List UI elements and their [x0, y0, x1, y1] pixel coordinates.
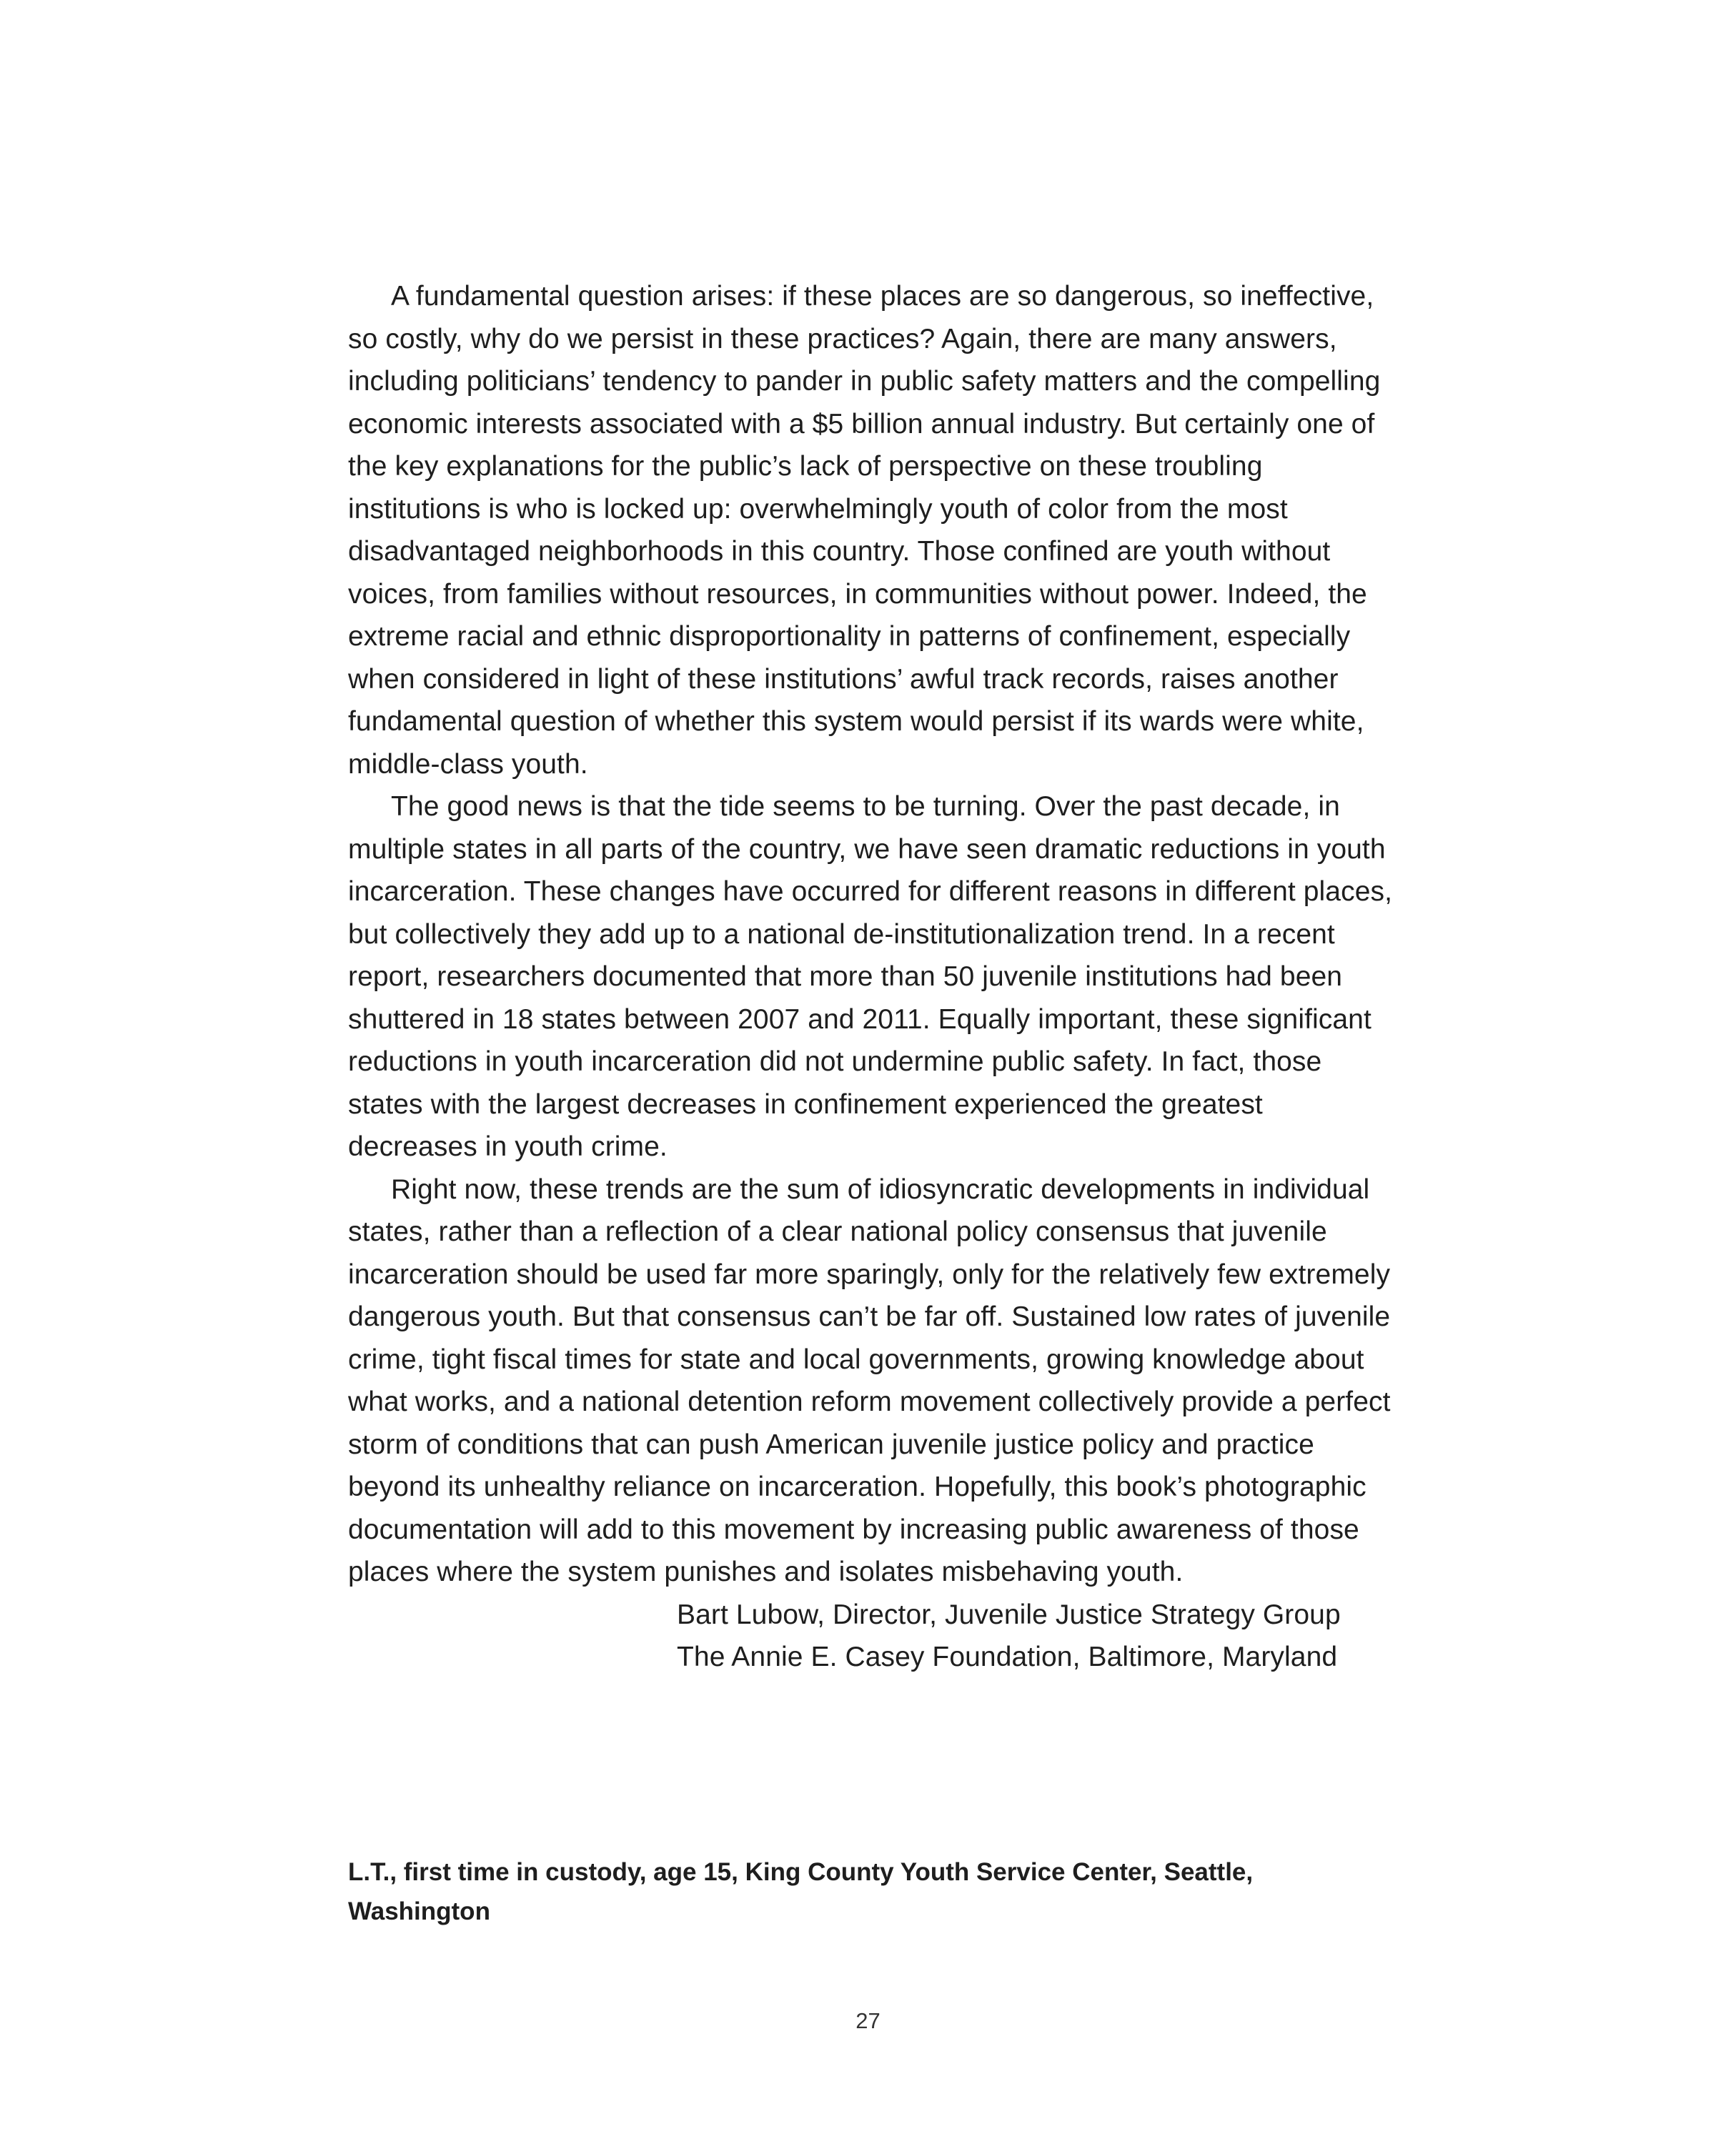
author-signature	[677, 1594, 1399, 1679]
paragraph-1: A fundamental question arises: if these places are so dangerous, so ineffective, so costly, why do we persist in these practices? Again, there are many answers, including politicians’ tendency to pander in public safety matters and the compelling economic interests associated with a $5 billion annual industry. But certainly one of the key explanations for the public’s lack of perspective on these troubling institutions is who is locked up: overwhelmingly youth of color from the most disadvantaged neighborhoods in this country. Those confined are youth without voices, from families without resources, in communities without power. Indeed, the extreme racial and ethnic disproportionality in patterns of confinement, especially when considered in light of these institutions’ awful track records, raises another fundamental question of whether this system would persist if its wards were white, middle-class youth.	[348, 281, 1381, 780]
page-number: 27	[855, 2008, 881, 2033]
essay-body	[348, 275, 1399, 1679]
paragraph-2: The good news is that the tide seems to be turning. Over the past decade, in multiple states in all parts of the country, we have seen dramatic reductions in youth incarceration. These changes have occurred for different reasons in different places, but collectively they add up to a national de-institutionalization trend. In a recent report, researchers documented that more than 50 juvenile institutions had been shuttered in 18 states between 2007 and 2011. Equally important, these significant reductions in youth incarceration did not undermine public safety. In fact, those states with the largest decreases in confinement experienced the greatest decreases in youth crime.	[348, 791, 1393, 1162]
photo-caption: L.T., first time in custody, age 15, King County Youth Service Center, Seattle, Washington	[348, 1858, 1254, 1925]
paragraph-3: Right now, these trends are the sum of idiosyncratic developments in individual states, rather than a reflection of a clear national policy consensus that juvenile incarceration should be used far more sparingly, only for the relatively few extremely dangerous youth. But that consensus can’t be far off. Sustained low rates of juvenile crime, tight fiscal times for state and local governments, growing knowledge about what works, and a national detention reform movement collectively provide a perfect storm of conditions that can push American juvenile justice policy and practice beyond its unhealthy reliance on incarceration. Hopefully, this book’s photographic documentation will add to this movement by increasing public awareness of those places where the system punishes and isolates misbehaving youth.	[348, 1173, 1391, 1587]
signature-organization: The Annie E. Casey Foundation, Baltimore, Maryland	[677, 1642, 1338, 1672]
signature-name-title: Bart Lubow, Director, Juvenile Justice Strategy Group	[677, 1599, 1341, 1630]
